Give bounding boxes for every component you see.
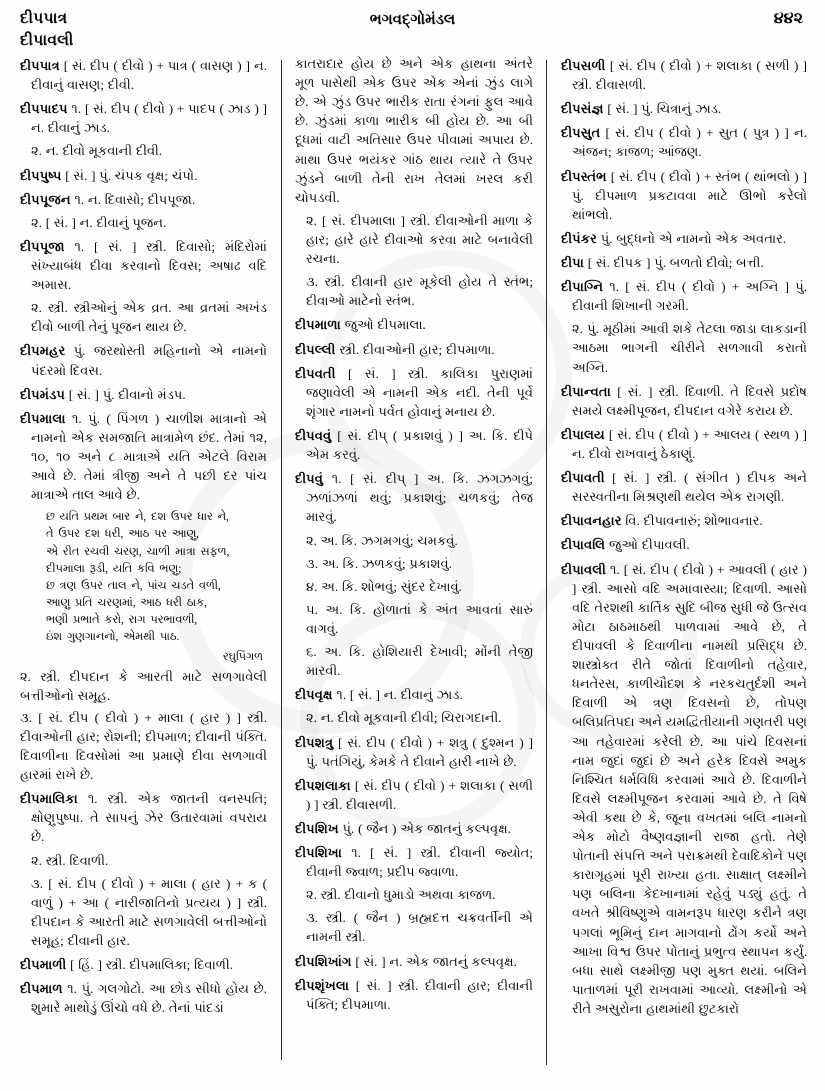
entry-definition: ૧. ન. દિવાસો; દીપપૂજા.	[70, 191, 196, 207]
entry-sense	[20, 851, 267, 870]
entry-headword: દીપપાત્ર	[20, 58, 60, 73]
dictionary-entry	[295, 952, 533, 971]
entry-sense	[295, 272, 533, 310]
dictionary-entry	[561, 123, 807, 161]
entry-definition: જુઓ દીપાવલી.	[605, 537, 690, 553]
dictionary-entry	[295, 315, 533, 334]
entry-headword: દીપસળી	[561, 58, 606, 73]
verse-line: ઇંશ ગુણગાનનો, એમથી પાઠ.	[46, 631, 180, 644]
entry-headword: દીપસ્તંભ	[561, 168, 607, 184]
entry-sense	[295, 708, 533, 727]
entry-headword: દીપપૂજા	[20, 238, 65, 254]
column-divider-2	[546, 60, 547, 1065]
page-number: ૪૪૨	[773, 10, 803, 27]
entry-sense	[295, 531, 533, 550]
entry-sense	[295, 600, 533, 638]
dictionary-entry	[20, 341, 267, 379]
entry-sense	[295, 554, 533, 573]
dictionary-entry	[561, 425, 807, 463]
entry-headword: દીપપુષ્પ	[20, 167, 62, 183]
dictionary-entry	[295, 733, 533, 771]
dictionary-entry	[20, 979, 267, 1017]
entry-headword: દીપસુત	[561, 125, 601, 141]
entry-definition: ૧. [ સં. દીપ ( દીવો ) + આવલી ( હાર ) ] સ્ત્રી. આસો વદિ અમાવાસ્યા; દિવાળી. આસો વદિ તેરશથી કાર્તિક સુદિ બીજ સુધી જે ઉત્સવ મોટા ઠાઠમાઠથી પાળવામાં આવે છે, તે દીપાવલી કે દિવાળીના નામથી પ્રસિદ્ધ છે. શાસ્ત્રોક્ત રીતે જોતાં દિવાળીનો તહેવાર, ધનતેરસ, કાળીચૌદશ કે નરકચતુર્દશી અને દિવાળી એ ત્રણ દિવસનો છે, તોપણ બલિપ્રતિપદા અને યમદ્વિતીયાની ગણતરી પણ આ તહેવારમાં કરેલી છે. આ પાંચે દિવસનાં નામ જુદાં જુદાં છે અને હરેક દિવસે અમુક નિશ્ચિત ધર્મવિધિ કરવામાં આવે છે. દિવાળીને દિવસે લક્ષ્મીપૂજન કરવામાં આવે છે. તે વિષે એવી કથા છે કે, જૂના વખતમાં બલિ નામનો એક મોટો વૈષ્ણવજ્ઞાની રાજા હતો. તેણે પોતાની સંપત્તિ અને પરાક્રમથી દેવાદિકોને પણ કારાગૃહમાં પૂરી રાખ્યા હતા. સાક્ષાત્ લક્ષ્મીને પણ બલિના કેદખાનામાં રહેવું પડ્યું હતું. તે વખતે શ્રીવિષ્ણુએ વામનરૂપ ધારણ કરીને ત્રણ પગલાં ભૂમિનું દાન માગવાનો ઢોંગ કર્યો અને આખા વિશ્વ ઉપર પોતાનું પ્રભુત્વ સ્થાપન કર્યું. બધા સાથે લક્ષ્મીજી પણ મુક્ત થયાં. બલિને પાતાળમાં પૂરી રાખવામાં આવ્યો. લક્ષ્મીનો એ રીતે અસુરોના હાથમાંથી છુટકારો	[572, 561, 807, 1017]
dictionary-entry	[295, 976, 533, 1014]
entry-headword: દીપા	[561, 254, 584, 270]
entry-headword: દીપાવનહાર	[561, 513, 622, 529]
entry-headword: દીપમંડપ	[20, 386, 65, 402]
entry-headword: દીપંકર	[561, 230, 597, 246]
entry-headword: દીપમાળ	[20, 981, 63, 997]
entry-definition: પું. જરથોસ્તી મહિનાનો એ નામનો પંદરમો દિવસ.	[31, 343, 267, 378]
entry-headword: દીપવવું	[295, 427, 332, 443]
entry-definition: [ સં. દીપ ( દીવો ) + પાત્ર ( વાસણ ) ] ન. દીવાનું વાસણ; દીવી.	[31, 58, 267, 93]
entry-definition: [ સં. ] સ્ત્રી. દીવાની હાર; દીવાની પંક્તિ; દીપમાળા.	[306, 977, 533, 1012]
entry-definition: [ સં. ] પું. દીવાનો મંડપ.	[65, 386, 186, 402]
entry-definition: ૫. અ. કિ. હોળાતાં કે અંત આવતાં સારું વાગવું.	[306, 601, 533, 636]
entry-headword: દીપમાલા	[20, 410, 66, 426]
dictionary-entry	[20, 955, 267, 974]
column-3	[545, 56, 825, 1091]
entry-headword: દીપવતી	[295, 365, 336, 381]
entry-definition: વિ. દીપાવનારું; શોભાવનાર.	[621, 513, 763, 529]
entry-definition: ૨. પું. મૂઠીમાં આવી શકે તેટલા જાડા લાકડાની આઠમા ભાગની ચીરીને સળગાવી કરાતો અગ્નિ.	[572, 321, 807, 375]
entry-headword: દીપશિખા	[295, 845, 342, 861]
entry-headword: દીપમાલિકા	[20, 791, 78, 807]
entry-headword: દીપમાળા	[295, 317, 341, 333]
entry-definition: ૧. [ સં. દીપ ( દીવો ) + અગ્નિ ] પું. દીવાની શિખાની ગરમી.	[572, 279, 807, 314]
entry-headword: દીપસંજ્ઞ	[561, 101, 604, 117]
entry-sense	[20, 708, 267, 784]
entry-definition: પું. બુદ્ધનો એ નામનો એક અવતાર.	[596, 230, 787, 246]
entry-definition: [ સં. ] સ્ત્રી. કાલિકા પુરાણમાં જણાવેલી એ નામની એક નદી. તેની પૂર્વે શૃંગાર નામનો પર્વત હોવાનું મનાય છે.	[306, 365, 533, 419]
entry-definition: ૨. ન. દીવો મૂકવાની દીવી.	[31, 143, 163, 159]
column-1	[0, 56, 279, 1091]
entry-headword: દીપાવલિ	[561, 537, 606, 553]
dictionary-entry	[295, 819, 533, 838]
entry-definition: ૩. [ સં. દીપ ( દીવો ) + માલા ( હાર ) + ક ( વાળું ) + આ ( નારીજાતિનો પ્રત્યય ) ] સ્ત્રી. દીપદાન કે આરતી માટે સળગાવેલી બત્તીઓનો સમૂહ; દીવાની હાર.	[31, 875, 267, 948]
book-title: ભગવદ્ગોમંડલ	[369, 12, 456, 28]
entry-definition: ૨. [ સં. દીપમાલા ] સ્ત્રી. દીવાઓની માળા કે હાર; હારે હારે દીવાઓ કરવા માટે બનાવેલી રચના.	[306, 212, 533, 267]
entry-headword: દીપમહર	[20, 343, 66, 359]
dictionary-entry	[561, 99, 807, 118]
entry-definition: પું. ( જૈન ) એક જાતનું કલ્પવૃક્ષ.	[338, 820, 511, 836]
entry-definition: જુઓ દીપમાલા.	[340, 317, 426, 333]
entry-definition: [ હિં. ] સ્ત્રી. દીપમાલિકા; દિવાળી.	[66, 957, 234, 973]
dictionary-entry	[20, 190, 267, 209]
entry-headword: દીપશિખાંગ	[295, 953, 352, 969]
entry-definition: ૪. અ. કિ. શોભવું; સુંદર દેખાવું.	[306, 578, 462, 594]
entry-definition: [ સં. દીપ્ ( પ્રકાશવું ) ] અ. કિ. દીપે એમ કરવું.	[306, 427, 533, 463]
entry-headword: દીપલ્લી	[295, 341, 336, 357]
verse-line: ભણી પ્રભાતે કરો, રાગ પરભાવળી,	[46, 614, 198, 627]
column-divider-1	[281, 60, 282, 1060]
entry-definition: કાતરાદાર હોય છે અને એક હાથના અંતરે મૂળ પાસેથી એક ઉપર એક એનાં ઝુંડ લાગે છે. એ ઝુંડ ઉપર ભારીક રાતા રંગનાં ફુલ આવે છે. ઝુંડમાં કાળા ભારીક બી હોય છે. આ બી દૂધમાં વાટી અતિસાર ઉપર પીવામાં અપાય છે. માથા ઉપર ભયંકર ગાંઠ થાય ત્યારે તે ઉપર ઝુંડને બાળી તેની રાખ તેલમાં ખરલ કરી ચોપડવી.	[295, 56, 533, 205]
dictionary-entry	[295, 843, 533, 881]
dictionary-entry	[295, 340, 533, 359]
entry-headword: દીપશૃંખલા	[295, 977, 350, 993]
entry-sense	[20, 874, 267, 950]
entry-definition: ૩. સ્ત્રી. ( જૈન ) બ્રહ્મદત્ત ચક્રવર્તીની એ નામની સ્ત્રી.	[306, 910, 533, 945]
verse-line: દીપમાલા રૂડી, યતિ કવિ ભણુ;	[46, 562, 182, 575]
dictionary-entry	[561, 277, 807, 315]
dictionary-entry	[295, 469, 533, 526]
dictionary-entry	[295, 426, 533, 464]
entry-headword: દીપાવતી	[561, 470, 605, 486]
entry-definition: ૨. સ્ત્રી. દીપદાન કે આરતી માટે સળગાવેલી બત્તીઓનો સમૂહ.	[20, 668, 267, 703]
column-2	[279, 56, 545, 1091]
entry-headword: દીપશિખ	[295, 820, 339, 836]
verse-source: રઘુપિંગળ	[222, 650, 263, 663]
dictionary-entry	[561, 229, 807, 248]
dictionary-entry	[561, 511, 807, 530]
entry-definition: ૨. સ્ત્રી. દિવાળી.	[31, 852, 109, 868]
text-columns	[0, 56, 825, 1091]
dictionary-entry	[561, 56, 807, 94]
entry-definition: ૧. [ સં. દીપ ( દીવો ) + પાદપ ( ઝાડ ) ] ન. દીવાનું ઝાડ.	[31, 101, 267, 136]
entry-definition: [ સં. દીપ ( દીવો ) + સુત ( પુત્ર ) ] ન. અંજન; કાજળ; આંજણ.	[572, 125, 807, 160]
entry-definition: ૨. સ્ત્રી. સ્ત્રીઓનું એક વ્રત. આ વ્રતમાં અખંડ દીવો બાળી તેનું પૂજન થાય છે.	[31, 300, 267, 335]
dictionary-entry	[20, 789, 267, 846]
entry-headword: દીપવું	[295, 471, 324, 487]
entry-definition: ૧. [ સં. દીપ્ ] અ. કિ. ઝગઝગવું; ઝળાંઝળાં થવું; પ્રકાશવું; ચળકવું; તેજ મારવું.	[306, 471, 533, 525]
dictionary-entry	[295, 776, 533, 814]
entry-definition: ૧. સ્ત્રી. એક જાતની વનસ્પતિ; ક્ષોણુપુષ્પા. તે સાપનું ઝેર ઉતારવામાં વપરાય છે.	[31, 791, 267, 845]
dictionary-entry	[561, 382, 807, 420]
entry-definition: ૬. અ. કિ. હોશિયારી દેખાવી; મોંની તેજી મારવી.	[306, 644, 533, 679]
entry-sense	[561, 319, 807, 376]
entry-definition: ૨. ન. દીવો મૂકવાની દીવી; ચિરાગદાની.	[306, 710, 502, 726]
entry-headword: દીપાન્વતા	[561, 383, 611, 399]
entry-definition: સ્ત્રી. દીવાઓની હાર; દીપમાળા.	[335, 341, 495, 357]
dictionary-entry	[561, 253, 807, 272]
entry-definition: [ સં. ] ન. એક જાતનું કલ્પવૃક્ષ.	[351, 953, 517, 969]
entry-sense	[20, 213, 267, 232]
entry-sense	[295, 211, 533, 268]
dictionary-entry	[20, 237, 267, 294]
dictionary-entry	[20, 166, 267, 185]
entry-definition: ૧. [ સં. ] ન. દીવાનું ઝાડ.	[332, 687, 463, 703]
dictionary-entry	[561, 468, 807, 506]
entry-definition: ૨. સ્ત્રી. દીવાનો ધુમાડો અથવા કાજળ.	[306, 887, 496, 903]
verse-line: છ યતિ પ્રથમ બાર ને, દશ ઉપર ધાર ને,	[46, 511, 229, 524]
entry-definition: ૨. [ સં. ] ન. દીવાનું પૂજન.	[31, 214, 167, 230]
entry-headword: દીપમાળી	[20, 957, 67, 973]
entry-headword: દીપાગ્નિ	[561, 279, 604, 295]
entry-headword: દીપશલાકા	[295, 777, 351, 793]
entry-definition: ૧. પું. ( પિંગળ ) ચાળીશ માત્રાનો એ નામનો એક સમજાતિ માત્રામેળ છંદ. તેમાં ૧૨, ૧૦, ૧૦ અને ૮ માત્રાએ યતિ એટલે વિરામ આવે છે. તેમાં ત્રીજી અને તે પછી દર પાંચ માત્રાએ તાલ આવે છે.	[31, 410, 267, 503]
dictionary-entry	[20, 409, 267, 505]
entry-headword: દીપપૂજન	[20, 191, 71, 207]
entry-definition: [ સં. દીપ ( દીવો ) + શલાકા ( સળી ) ] સ્ત્રી. દીવાસળી.	[306, 777, 533, 812]
verse-line: તે ઉપર દશ ધરી, આઠ પર આણુ,	[46, 528, 200, 541]
verse-line: એ રીત રચવી ચરણ, ચાળી માત્રા સફળ,	[46, 545, 230, 558]
entry-definition: [ સં. દીપક ] પું. બળતો દીવો; બત્તી.	[583, 254, 764, 270]
running-head-first-entry: દીપપાત્ર	[20, 10, 68, 27]
entry-sense	[20, 667, 267, 705]
entry-headword: દીપાવલી	[561, 561, 606, 577]
dictionary-entry	[561, 560, 807, 1019]
entry-definition: [ સં. ] પું. ચંપક વૃક્ષ; ચંપો.	[61, 167, 198, 183]
page-header	[0, 0, 825, 54]
entry-definition: [ સં. દીપ ( દીવો ) + આલય ( સ્થળ ) ] ન. દીવો રાખવાનું ઠેકાણું.	[572, 426, 807, 461]
entry-sense	[295, 642, 533, 680]
entry-definition: ૩. સ્ત્રી. દીવાની હાર મૂકેલી હોય તે સ્તંભ; દીવાઓ માટેનો સ્તંભ.	[306, 274, 533, 309]
entry-definition: ૩. અ. કિ. ઝળકવું; પ્રકાશવું.	[306, 555, 452, 571]
entry-definition: ૧. [ સં. ] સ્ત્રી. દિવાસો; મંદિરોમાં સંખ્યાબંધ દીવા કરવાનો દિવસ; અષાઢ વદિ અમાસ.	[31, 238, 267, 293]
entry-definition: [ સં. ] પું. ચિત્રાનું ઝાડ.	[603, 101, 722, 117]
dictionary-entry	[20, 385, 267, 404]
entry-sense	[295, 908, 533, 946]
dictionary-entry	[295, 685, 533, 704]
entry-definition: ૨. અ. કિ. ઝગમગવું; ચમકવું.	[306, 532, 458, 548]
entry-headword: દીપશત્રુ	[295, 734, 334, 750]
dictionary-entry	[20, 99, 267, 137]
entry-sense	[295, 56, 533, 207]
dictionary-entry	[20, 56, 267, 94]
entry-sense	[20, 141, 267, 160]
entry-definition: ૧. [ સં. ] સ્ત્રી. દીવાની જ્યોત; દીવાની જ્વાળ; પ્રદીપ જ્વાળા.	[306, 845, 533, 880]
entry-definition: ૧. પું. ગલગોટો. આ છોડ સીધો હોય છે. શુમારે માથોડું ઊંચો વધે છે. તેનાં પાંદડાં	[31, 981, 267, 1016]
dictionary-entry	[561, 535, 807, 554]
entry-sense	[295, 885, 533, 904]
entry-definition: [ સં. દીપ ( દીવો ) + શત્રુ ( દુશ્મન ) ] પું. પતંગિયું, કેમકે તે દીવાને હારી નાખે છે.	[306, 734, 533, 769]
verse-line: આણુ પ્રતિ ચરણમાં, આઠ ધરી ઠાક,	[46, 597, 207, 610]
entry-headword: દીપાલય	[561, 426, 605, 442]
entry-definition: [ સં. દીપ ( દીવો ) + શલાકા ( સળી ) ] સ્ત્રી. દીવાસળી.	[572, 58, 807, 93]
entry-headword: દીપવૃક્ષ	[295, 687, 333, 703]
entry-sense	[295, 577, 533, 596]
entry-definition: [ સં. દીપ ( દીવો ) + સ્તંભ ( થાંભલો ) ] પું. દીપમાળ પ્રકટાવવા માટે ઊભો કરેલો થાંભલો.	[572, 168, 807, 222]
dictionary-entry	[561, 167, 807, 224]
entry-sense	[20, 298, 267, 336]
dictionary-entry	[295, 364, 533, 421]
entry-definition: [ સં. ] સ્ત્રી. દિવાળી. તે દિવસે પ્રદોષ સમયે લક્ષ્મીપૂજન, દીપદાન વગેરે કરાય છે.	[572, 383, 807, 418]
verse-quotation	[20, 509, 267, 646]
entry-headword: દીપપાદપ	[20, 101, 68, 117]
running-head-last-entry: દીપાવલી	[20, 32, 74, 49]
entry-definition: ૩. [ સં. દીપ ( દીવો ) + માલા ( હાર ) ] સ્ત્રી. દીવાઓની હાર; રોશની; દીપમાળ; દીવાની પંક્તિ. દિવાળીના દિવસોમાં આ પ્રમાણે દીવા સળગાવી હારમાં રાખે છે.	[20, 709, 267, 783]
verse-line: છ ત્રણ ઉપર તાલ ને, પાંચ ચડતે વળી,	[46, 579, 221, 592]
entry-definition: [ સં. ] સ્ત્રી. ( સંગીત ) દીપક અને સરસ્વતીના મિશ્રણથી થયેલ એક રાગણી.	[572, 470, 807, 505]
